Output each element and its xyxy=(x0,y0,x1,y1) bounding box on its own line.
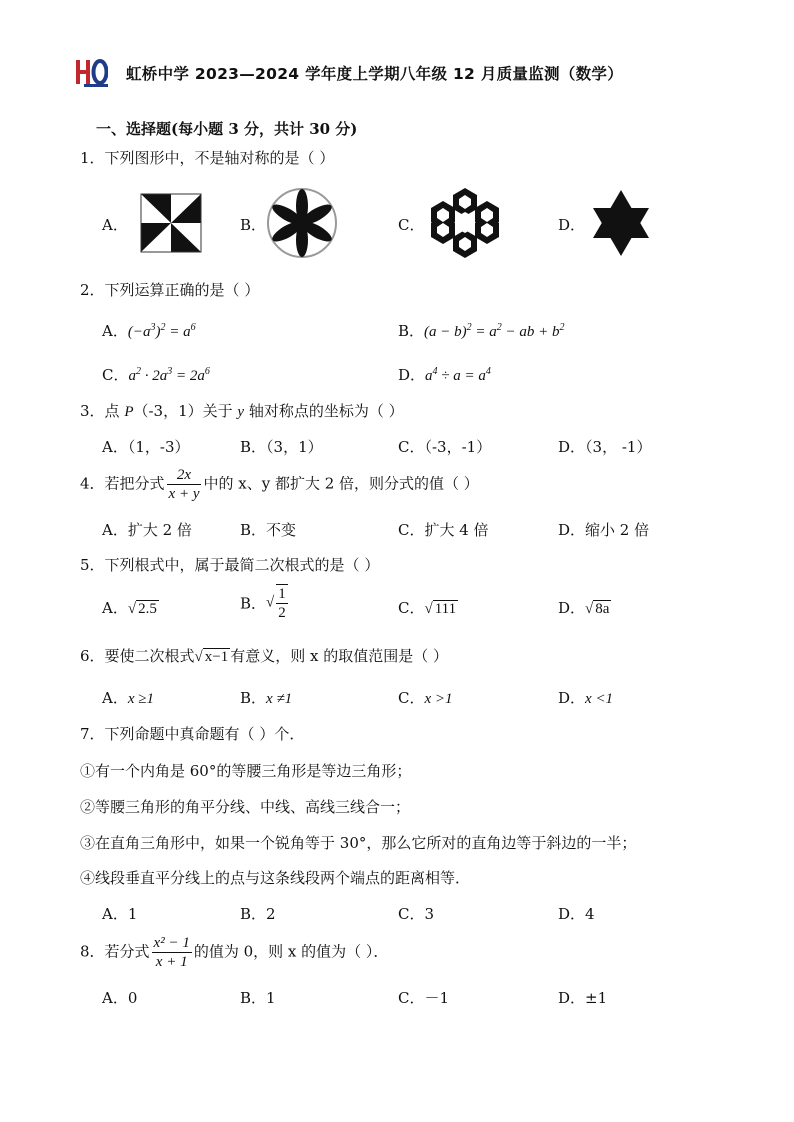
q4-option-b: B．不变 xyxy=(240,521,297,539)
q7-statement-3: ③在直角三角形中，如果一个锐角等于 30°，那么它所对的直角边等于斜边的一半； xyxy=(80,834,637,852)
q3-stem: 3．点 P（-3，1）关于 y 轴对称点的坐标为（ ） xyxy=(80,402,404,420)
q1-option-c: C． xyxy=(398,216,425,234)
school-logo xyxy=(76,58,108,88)
q1-option-d: D． xyxy=(558,216,586,234)
q5-stem: 5．下列根式中，属于最简二次根式的是（ ） xyxy=(80,556,380,574)
q7-statement-4: ④线段垂直平分线上的点与这条线段两个端点的距离相等． xyxy=(80,869,471,887)
q6-option-a: A．x ≥1 xyxy=(102,689,154,707)
hexagon-ring-figure xyxy=(425,186,505,260)
q6-option-d: D．x <1 xyxy=(558,689,614,707)
q7-statement-1: ①有一个内角是 60°的等腰三角形是等边三角形； xyxy=(80,762,412,780)
q7-stem: 7．下列命题中真命题有（ ）个． xyxy=(80,725,305,743)
q6-option-c: C．x >1 xyxy=(398,689,453,707)
q8-option-d: D．±1 xyxy=(558,989,608,1007)
q7-option-b: B．2 xyxy=(240,905,276,923)
q1-option-a: A． xyxy=(102,216,128,234)
q4-fraction: $\frac{2x}{x + y}$ xyxy=(168,467,200,502)
q3-option-d: D．（3， -1） xyxy=(558,438,652,456)
q5-option-c: C．√ 111 xyxy=(398,599,457,617)
q5-option-b: B．√ $\frac{1}{2}$ xyxy=(240,586,286,621)
q7-statement-2: ②等腰三角形的角平分线、中线、高线三线合一； xyxy=(80,798,411,816)
q7-option-c: C．3 xyxy=(398,905,435,923)
q4-stem: 4．若把分式 $\frac{2x}{x + y}$ 中的 x、y 都扩大 2 倍，则分式的值（ ） xyxy=(80,467,479,502)
q8-fraction: $\frac{\text{x² − 1}}{x + 1}$ xyxy=(153,935,190,970)
q2-option-d: D．$a^4 \div a = a^4$ xyxy=(398,366,491,384)
q8-option-a: A．0 xyxy=(102,989,138,1007)
q5-option-a: A．√ 2.5 xyxy=(102,599,157,617)
flower-figure xyxy=(265,186,339,260)
page-title: 虹桥中学 2023—2024 学年度上学期八年级 12 月质量监测（数学） xyxy=(126,65,624,83)
q3-option-c: C．（-3，-1） xyxy=(398,438,492,456)
q8-option-c: C．－1 xyxy=(398,989,450,1007)
q4-option-a: A．扩大 2 倍 xyxy=(102,521,192,539)
q3-option-b: B．（3，1） xyxy=(240,438,323,456)
q2-option-b: B．$(a - b)^2 = a^2$ − ab + $b^2$ xyxy=(398,322,565,340)
q6-stem: 6．要使二次根式√ x−1 有意义，则 x 的取值范围是（ ） xyxy=(80,647,449,665)
q5-option-d: D．√ 8a xyxy=(558,599,610,617)
star-of-david-figure xyxy=(589,188,653,258)
q1-stem: 1．下列图形中，不是轴对称的是（ ） xyxy=(80,149,335,167)
q7-option-d: D．4 xyxy=(558,905,595,923)
q6-option-b: B．x ≠1 xyxy=(240,689,293,707)
q2-option-c: C．$a^2 \cdot 2a^3 = 2a^6$ xyxy=(102,366,210,384)
q8-option-b: B．1 xyxy=(240,989,276,1007)
q4-option-d: D．缩小 2 倍 xyxy=(558,521,650,539)
q8-stem: 8．若分式 $\frac{\text{x² − 1}}{x + 1}$ 的值为 0，则 x 的值为（ ）． xyxy=(80,935,389,970)
q7-option-a: A．1 xyxy=(102,905,138,923)
section-heading: 一、选择题(每小题 3 分，共计 30 分) xyxy=(96,120,358,138)
q3-option-a: A．（1，-3） xyxy=(102,438,190,456)
q1-option-b: B． xyxy=(240,216,267,234)
q2-option-a: A．$(-a^3)^2 = a^6$ xyxy=(102,322,196,340)
pinwheel-figure xyxy=(137,190,205,256)
q4-option-c: C．扩大 4 倍 xyxy=(398,521,489,539)
q2-stem: 2．下列运算正确的是（ ） xyxy=(80,281,260,299)
